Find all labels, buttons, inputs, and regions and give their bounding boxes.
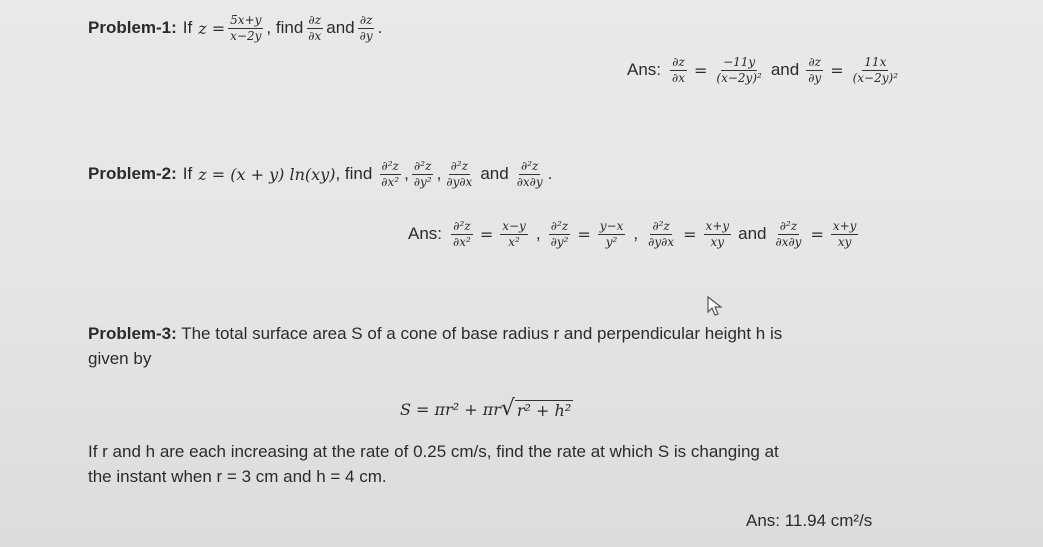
problem-3-question (88, 439, 1008, 489)
question-line-1: If r and h are each increasing at the rate of 0.25 cm/s, find the rate at which S is changing at (88, 442, 779, 461)
surface-area-formula: S = πr² + πr √ r² + h² (400, 396, 572, 421)
problem-3-text-line-1: The total surface area S of a cone of base radius r and perpendicular height h is (181, 324, 783, 343)
cursor-icon (706, 295, 724, 317)
problem-2-answer: Ans: $\frac{\text{∂²z}}{\text{∂x²}}$ = $\frac{x-y}{\text{x²}}$ , $\frac{\text{∂²z}}{\text{∂y²}}$ = $\frac{y-x}{\text{y²}}$ , $\frac{\text{∂²z}}{\partial y\partial x}$ = $\frac{x+y}{xy}$ and $\frac{\text{∂²z}}{\partial x\partial y}$ = $\frac{x+y}{xy}$ (408, 219, 857, 249)
partial-dz-dy: $\frac{\partial z}{\partial y}$ (359, 13, 373, 43)
question-line-2: the instant when r = 3 cm and h = 4 cm. (88, 467, 387, 486)
if-text: If (182, 18, 193, 38)
partial-dz-dx: $\frac{\partial z}{\partial x}$ (308, 13, 322, 43)
problem-3-answer: Ans: 11.94 cm²/s (746, 511, 873, 530)
problem-1-answer: Ans: $\frac{\partial z}{\partial x}$ = $\frac{-11y}{\text{(x−2y)²}}$ and $\frac{\partial z}{\partial y}$ = $\frac{11x}{\text{(x−2y)²}}$ (627, 55, 899, 85)
fraction-z: $\frac{5x+y}{x-2y}$ (230, 13, 262, 43)
problem-2-statement: Problem-2: If z = (x + y) ln(xy) , find $\frac{\text{∂²z}}{\text{∂x²}}$ , $\frac{\text{∂²z}}{\text{∂y²}}$ , $\frac{\text{∂²z}}{\partial y\partial x}$ and $\frac{\text{∂²z}}{\partial x\partial y}$ . (88, 159, 553, 189)
find-text: , find (266, 18, 304, 38)
problem-2-label: Problem-2: (88, 164, 177, 184)
problem-3-text-line-2: given by (88, 349, 152, 368)
and-text: and (326, 18, 355, 38)
square-root: √ r² + h² (500, 396, 572, 421)
problem-3-statement (88, 321, 988, 371)
problem-3-label: Problem-3: (88, 324, 177, 343)
problem-1-statement: Problem-1: If z = $\frac{5x+y}{x-2y}$ , find $\frac{\partial z}{\partial x}$ and $\frac{\partial z}{\partial y}$ . (88, 13, 383, 43)
answer-label: Ans: (408, 224, 443, 244)
problem-1-label: Problem-1: (88, 18, 177, 38)
z-expression: z = (x + y) ln(xy) (198, 164, 336, 184)
answer-label: Ans: (627, 60, 662, 80)
z-equals: z = (198, 18, 226, 38)
